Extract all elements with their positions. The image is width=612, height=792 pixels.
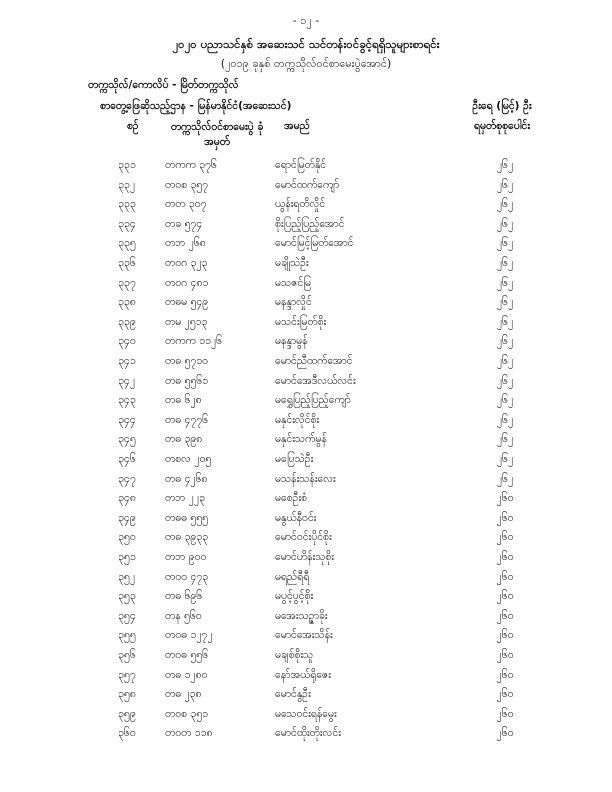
table-row [0, 375, 612, 393]
student-name: မသေဝင်းရန်မွေး [275, 707, 337, 720]
row-number: ၃၃၅ [118, 237, 136, 250]
table-row [0, 727, 612, 745]
row-number: ၃၄၅ [118, 433, 136, 446]
student-name: မရွှေပြည့်ပြည့်ကျော် [275, 394, 351, 407]
total-marks: ၂၆၀ [496, 531, 514, 544]
total-marks: ၂၆၀ [496, 727, 514, 740]
total-marks: ၂၆၂ [496, 198, 514, 211]
table-row [0, 394, 612, 412]
roll-number: တဝဓ ၅၅၆ [165, 649, 209, 661]
total-marks: ၂၆၀ [496, 629, 514, 642]
roll-number: တဝဓ ၁၂၇၂ [165, 629, 213, 642]
student-name: မနှင်းသက်မွန် [275, 433, 327, 446]
table-row [0, 492, 612, 510]
roll-number: တဝဂ ၃၂၃ [165, 257, 208, 269]
student-name: မနွယ်နီဝင်း [275, 511, 317, 524]
table-row [0, 688, 612, 706]
student-name: ယွန်းရတိလှိုင် [275, 198, 326, 211]
page-number: - ၁၂ - [292, 14, 320, 27]
total-marks: ၂၆၀ [496, 551, 514, 563]
row-number: ၃၆၀ [118, 727, 136, 740]
student-name: မအေးသဥ္ဇာခိုး [275, 609, 328, 622]
university-label: တက္ကသိုလ်/ကောလိပ် - မြိတ်တက္ကသိုလ် [88, 79, 239, 91]
total-marks: ၂၆၀ [496, 668, 514, 681]
total-marks: ၂၆၂ [496, 178, 514, 191]
roll-number: တတ ၃၀၇ [165, 198, 207, 211]
roll-number: တဘ ၂၆၈ [165, 237, 206, 250]
row-number: ၃၄၉ [118, 511, 136, 524]
roll-number: တဝတ ၁၁၈ [165, 727, 213, 740]
table-row [0, 453, 612, 471]
total-marks: ၂၆၂ [496, 433, 514, 446]
table-row [0, 708, 612, 726]
table-row [0, 296, 612, 314]
table-row [0, 335, 612, 353]
table-row [0, 629, 612, 647]
roll-number: တဓ ၄၂၆၈ [165, 472, 208, 485]
row-number: ၃၄၇ [118, 472, 136, 485]
student-name: မရည်ရီရီ [275, 570, 310, 583]
roll-number: တစလ ၂၀၅ [165, 453, 212, 465]
roll-number: တဓ ၆၉၆ [165, 590, 203, 603]
exam-center-label: စာတွေ့ဖြေဆိုသည့်ဌာန - မြန်မာနိုင်ငံ(အဆေးသင်) [100, 100, 292, 112]
student-name: မနှင်းလိုင်စိုး [275, 413, 320, 426]
total-marks: ၂၆၀ [496, 649, 514, 661]
table-row [0, 257, 612, 275]
table-row [0, 590, 612, 608]
student-name: မောင်ညီထက်အောင် [275, 355, 353, 367]
roll-number: တကက ၁၁၂၆ [165, 335, 222, 348]
student-name: မချစ်စိုးသူ [275, 649, 314, 661]
roll-number: တခ ၅၇၄ [165, 217, 203, 230]
table-row [0, 218, 612, 236]
student-name: မသင်းမြတ်စိုး [275, 315, 327, 328]
student-name: မောင်မြင့်မြတ်အောင် [275, 237, 354, 250]
student-name: မနန္ဒာလှိုင် [275, 296, 312, 309]
row-number: ၃၄၈ [118, 492, 136, 505]
document-title: ၂၀၂၀ ပညာသင်နှစ် အဆေးသင် သင်တန်းဝင်ခွင့်ရရှိသူများစာရင်း [172, 37, 440, 51]
roll-number: တဓဓ ၅၅၅ [165, 511, 209, 524]
student-name: မစေဦးစံ [275, 492, 308, 505]
row-number: ၃၃၉ [118, 315, 136, 328]
student-name: မောင်ထိုးတိုးလင်း [275, 727, 341, 740]
total-marks: ၂၆၂ [496, 237, 514, 250]
table-row [0, 669, 612, 687]
total-marks: ၂၆၂ [496, 315, 514, 328]
row-number: ၃၃၈ [118, 296, 136, 309]
total-marks: ၂၆၂ [496, 472, 514, 485]
row-number: ၃၃၇ [118, 276, 136, 289]
table-row [0, 649, 612, 667]
total-marks: ၂၆၀ [496, 609, 514, 622]
student-name: မောင်ဟိန်းသုစိုး [275, 551, 334, 563]
total-marks: ၂၆၀ [496, 570, 514, 583]
row-number: ၃၃၁ [118, 159, 136, 171]
table-row [0, 198, 612, 216]
row-number: ၃၅၀ [118, 531, 136, 544]
table-row [0, 512, 612, 530]
roll-number: တဓ ၄၇၇၆ [165, 413, 209, 426]
table-row [0, 414, 612, 432]
document-subtitle: (၂၀၁၉ ခုနှစ် တက္ကသိုလ်ဝင်စာမေးပွဲအောင်) [220, 57, 392, 70]
student-name: မသဇင်မြ [275, 276, 311, 289]
roll-number: တဘ ၂၂၃ [165, 492, 205, 505]
table-row [0, 159, 612, 177]
roll-number: တဓ ၅၇၁၀ [165, 355, 209, 367]
column-header-no: စဉ် [127, 120, 139, 132]
total-marks: ၂၆၀ [496, 688, 514, 701]
total-marks: ၂၆၂ [496, 374, 514, 387]
roll-number: တဓ ၃၉၈ [165, 433, 203, 446]
row-number: ၃၅၃ [118, 590, 136, 603]
table-row [0, 610, 612, 628]
student-name: မချိုသဲဦး [275, 257, 309, 269]
row-number: ၃၄၃ [118, 394, 136, 407]
table-row [0, 237, 612, 255]
student-name: မောင်ဝင်းပိုင်စိုး [275, 531, 332, 544]
total-marks: ၂၆၀ [496, 492, 514, 505]
total-marks: ၂၆၂ [496, 217, 514, 230]
student-name: မောင်နွဦး [275, 688, 311, 701]
total-marks: ၂၆၂ [496, 335, 514, 348]
total-marks: ၂၆၂ [496, 394, 514, 407]
total-marks: ၂၆၂ [496, 355, 514, 367]
row-number: ၃၃၂ [118, 178, 135, 191]
total-marks: ၂၆၂ [496, 413, 514, 426]
roll-number: တဝစ ၃၅၇ [165, 178, 209, 191]
row-number: ၃၃၆ [118, 257, 136, 269]
roll-number: တမ ၂၅၁၃ [165, 315, 208, 328]
row-number: ၃၄၁ [118, 355, 136, 367]
table-row [0, 473, 612, 491]
row-number: ၃၅၇ [118, 668, 136, 681]
roll-number: တဝဂ ၄၈၁ [165, 276, 209, 289]
total-marks: ၂၆၀ [496, 590, 514, 603]
student-name: မပြေသဲဦး [275, 453, 314, 465]
row-number: ၃၄၂ [118, 374, 135, 387]
total-marks: ၂၆၂ [496, 276, 514, 289]
table-row [0, 355, 612, 373]
student-name: ရောင်မြတ်နိုင် [275, 159, 327, 171]
total-marks: ၂၆၂ [496, 453, 514, 465]
total-marks: ၂၆၀ [496, 707, 514, 720]
roll-number: တဓ ၂၃၈ [165, 688, 202, 701]
table-row [0, 179, 612, 197]
row-number: ၃၃၃ [118, 198, 136, 211]
row-number: ၃၅၈ [118, 688, 136, 701]
roll-number: တဝစ ၃၅၁ [165, 707, 209, 720]
column-header-roll: တက္ကသိုလ်ဝင်စာမေးပွဲ ခုံအမှတ် [170, 121, 264, 148]
row-number: ၃၅၉ [118, 707, 136, 720]
roll-number: တဓ ၆၂၈ [165, 394, 202, 407]
table-row [0, 551, 612, 569]
table-row [0, 571, 612, 589]
roll-number: တန ၅၆၀ [165, 609, 202, 622]
roll-number: တဝဝ ၄၇၃ [165, 570, 209, 583]
row-number: ၃၃၄ [118, 217, 136, 230]
row-number: ၃၄၄ [118, 413, 136, 426]
student-name: မောင်အေဒီလယ်လင်း [275, 374, 356, 387]
row-number: ၃၅၅ [118, 629, 136, 642]
student-name: စိုးပြည့်ပြည့်အောင် [275, 217, 345, 230]
roll-number: တဘ ၉၀၀ [165, 551, 207, 563]
row-number: ၃၅၁ [118, 551, 136, 563]
total-marks: ၂၆၂ [496, 159, 514, 171]
table-row [0, 277, 612, 295]
row-number: ၃၅၂ [118, 570, 135, 583]
table-row [0, 531, 612, 549]
student-name: မပွင့်ပွင့်စိုး [275, 590, 314, 603]
student-name: မောင်အေးသိန်း [275, 629, 333, 642]
roll-number: တဓ ၅၅၆၁ [165, 374, 209, 387]
total-marks: ၂၆၂ [496, 296, 514, 309]
student-name: နော်အယ်ရိုဇေး [275, 668, 331, 681]
column-header-name: အမည် [284, 120, 310, 132]
roll-number: တကက ၃၇၆ [165, 159, 217, 171]
roll-number: တဓမ ၅၄၉ [165, 296, 209, 309]
student-name: မောင်ထက်ကျော် [275, 178, 340, 191]
total-marks: ၂၆၀ [496, 511, 514, 524]
total-marks: ၂၆၂ [496, 257, 514, 269]
table-row [0, 433, 612, 451]
row-number: ၃၄၀ [118, 335, 136, 348]
column-header-marks: ရမှတ်စုစုပေါင်း [473, 120, 531, 132]
table-row [0, 316, 612, 334]
total-count-label: ဦးရေ (မြင့်) ဦး [472, 100, 532, 112]
student-name: မနန္ဒာမွန် [275, 335, 308, 348]
row-number: ၃၅၆ [118, 649, 136, 661]
row-number: ၃၄၆ [118, 453, 136, 465]
student-name: မသန်းသန်းလေး [275, 472, 336, 485]
roll-number: တဓ ၁၂၈၀ [165, 668, 208, 681]
roll-number: တဓ ၃၉၃၃ [165, 531, 209, 544]
row-number: ၃၅၄ [118, 609, 136, 622]
